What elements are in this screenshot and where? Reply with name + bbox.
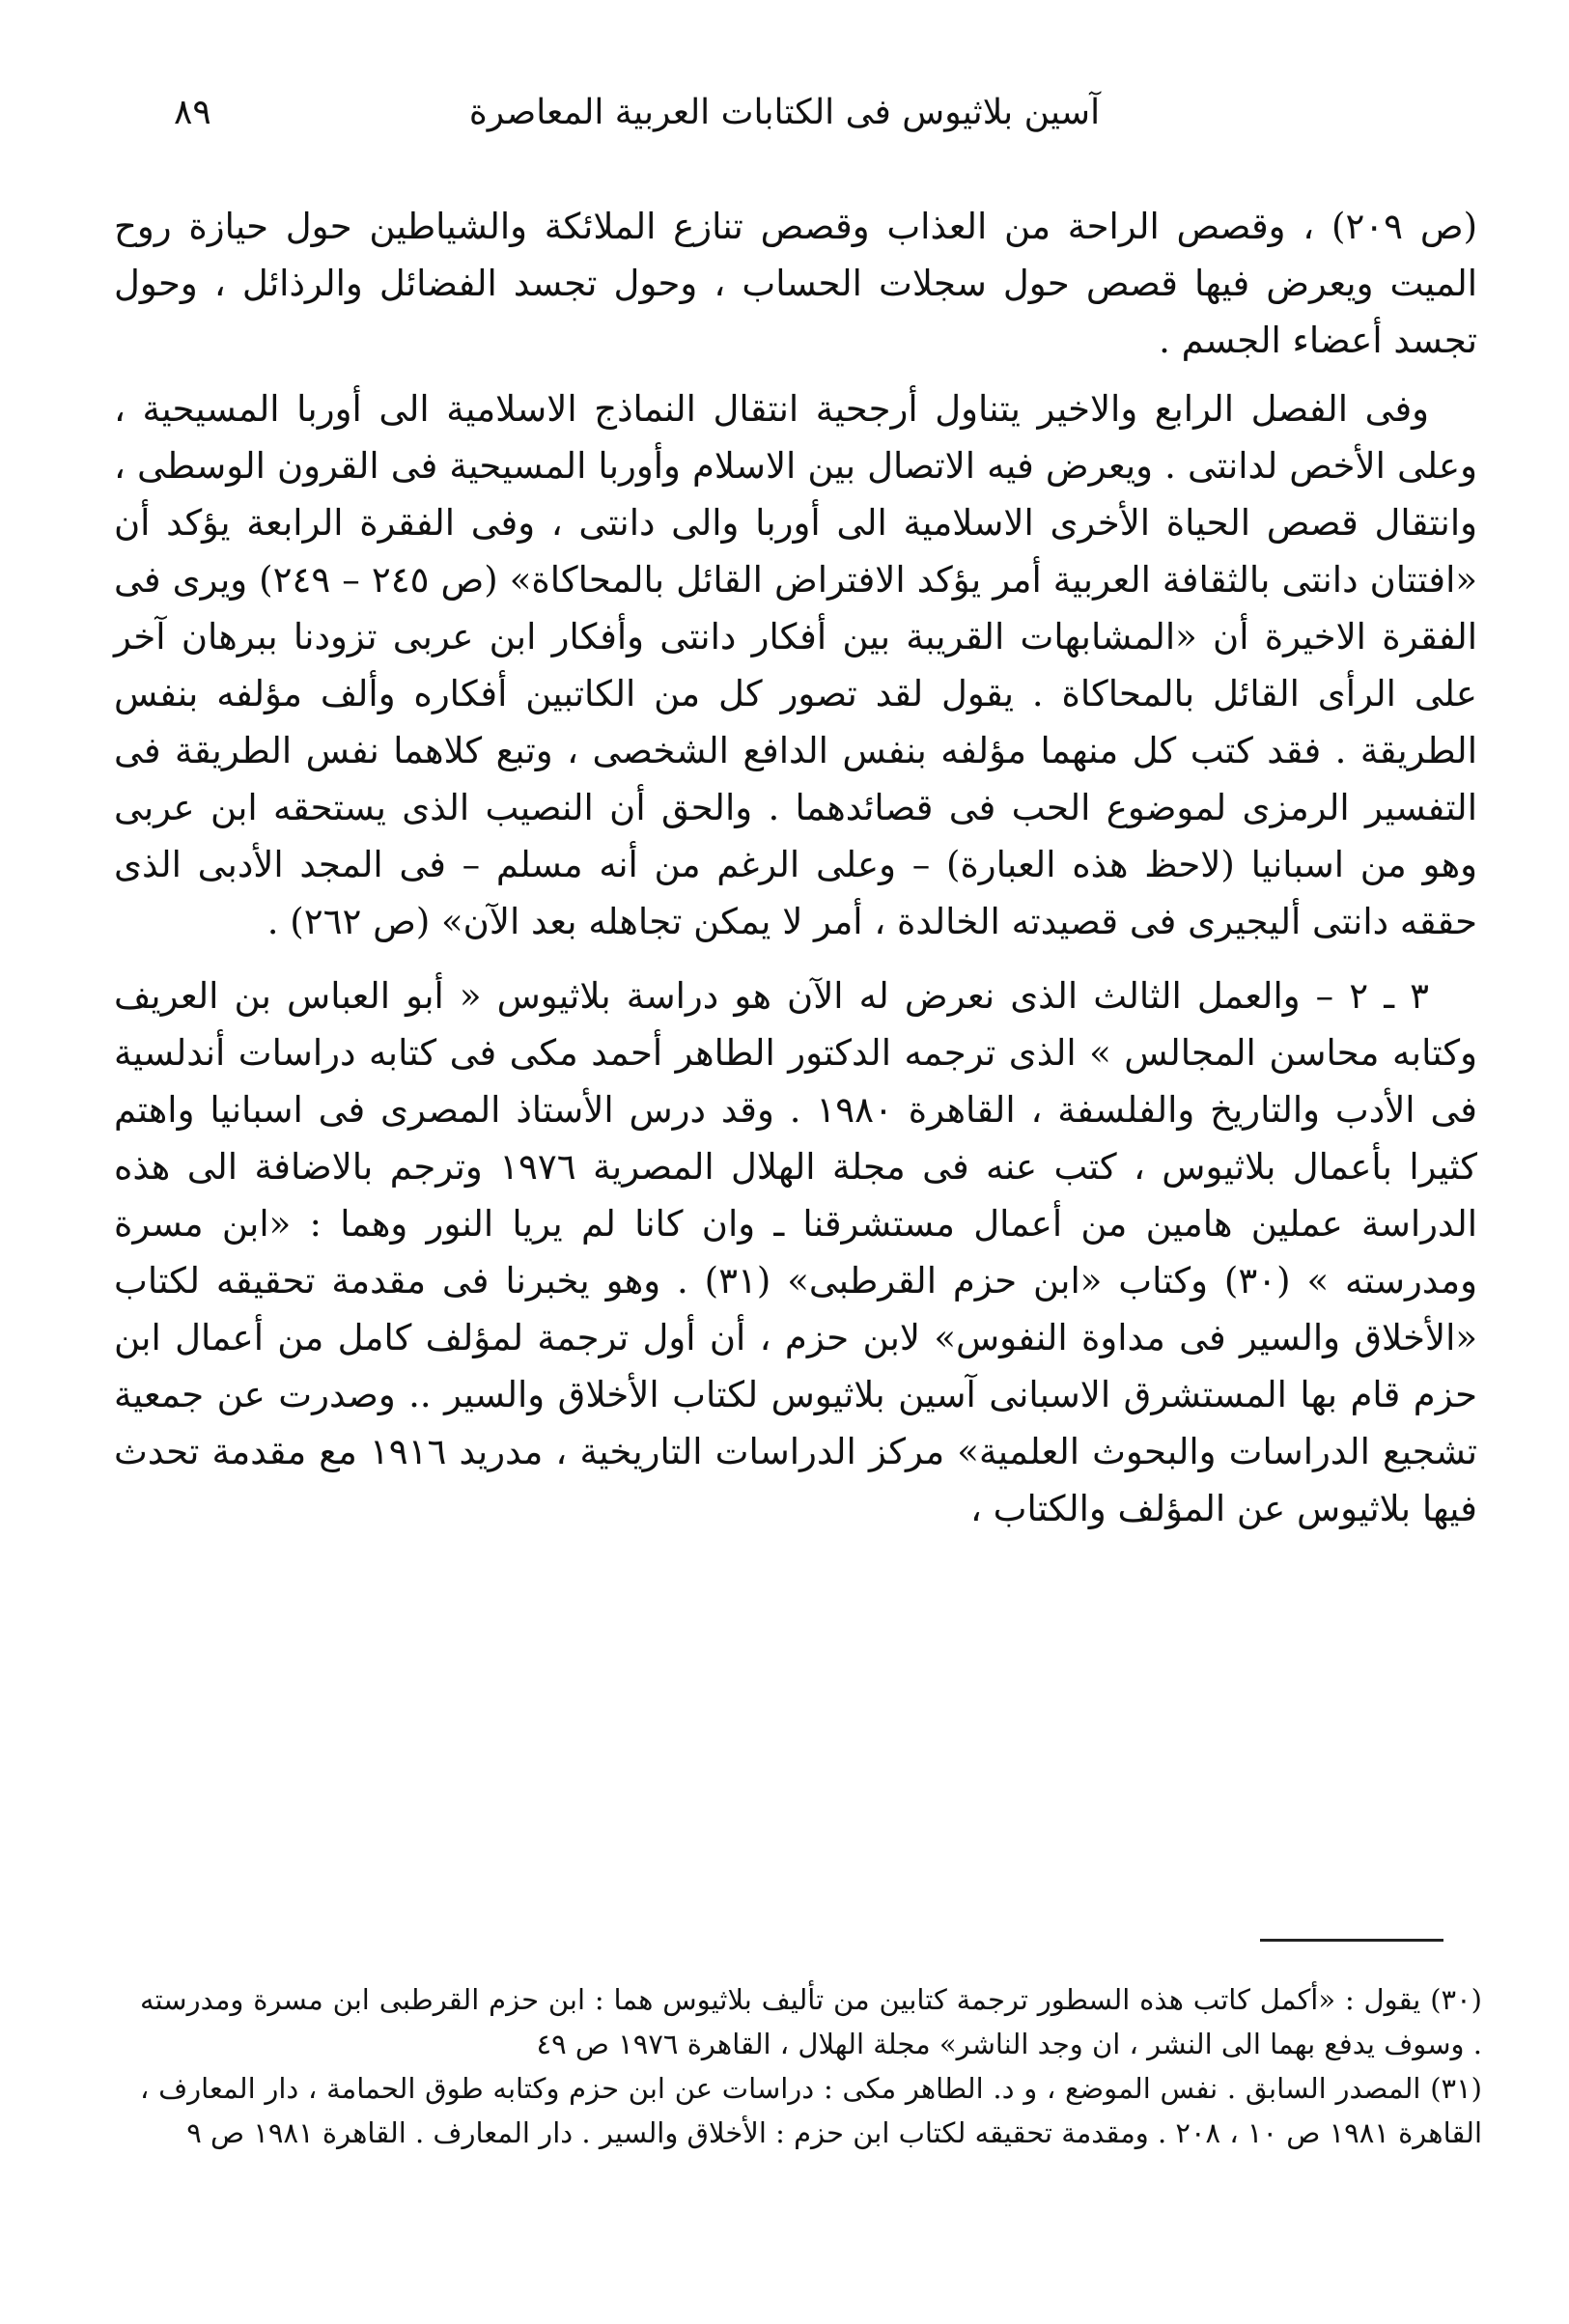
running-header <box>145 93 1424 151</box>
footnote-30: (٣٠) يقول : «أكمل كاتب هذه السطور ترجمة كتابين من تأليف بلاثيوس هما : ابن حزم القرطبى ابن مسرة ومدرسته . وسوف يدفع بهما الى النشر ، ان وجد الناشر» مجلة الهلال ، القاهرة ١٩٧٦ ص ٤٩ <box>140 1983 1482 2060</box>
paragraph-continued: (ص ٢٠٩) ، وقصص الراحة من العذاب وقصص تنازع الملائكة والشياطين حول حيازة روح الميت ويعرض فيها قصص حول سجلات الحساب ، وحول تجسد الفضائل والرذائل ، وحول تجسد أعضاء الجسم . <box>114 206 1478 361</box>
footnote-separator <box>1260 1939 1443 1942</box>
paragraph-chapter-four: وفى الفصل الرابع والاخير يتناول أرجحية انتقال النماذج الاسلامية الى أوربا المسيحية ، وعلى الأخص لدانتى . ويعرض فيه الاتصال بين الاسلام وأوربا المسيحية فى القرون الوسطى ، وانتقال قصص الحياة الأخرى الاسلامية الى أوربا والى دانتى ، وفى الفقرة الرابعة يؤكد أن «افتتان دانتى بالثقافة العربية أمر يؤكد الافتراض القائل بالمحاكاة» (ص ٢٤٥ – ٢٤٩) ويرى فى الفقرة الاخيرة أن «المشابهات القريبة بين أفكار دانتى وأفكار ابن عربى تزودنا ببرهان آخر على الرأى القائل بالمحاكاة . يقول لقد تصور كل من الكاتبين أفكاره وألف مؤلفه بنفس الطريقة . فقد كتب كل منهما مؤلفه بنفس الدافع الشخصى ، وتبع كلاهما نفس الطريقة فى التفسير الرمزى لموضوع الحب فى قصائدهما . والحق أن النصيب الذى يستحقه ابن عربى وهو من اسبانيا (لاحظ هذه العبارة) – وعلى الرغم من أنه مسلم – فى المجد الأدبى الذى حققه دانتى أليجيرى فى قصيدته الخالدة ، أمر لا يمكن تجاهله بعد الآن» (ص ٢٦٢) . <box>114 388 1477 942</box>
page-number: ٨٩ <box>174 93 211 132</box>
main-text <box>114 198 1477 1554</box>
running-title: آسين بلاثيوس فى الكتابات العربية المعاصرة <box>468 93 1101 132</box>
footnotes <box>140 1977 1482 2155</box>
paragraph-third-work: ٣ ـ ٢ – والعمل الثالث الذى نعرض له الآن هو دراسة بلاثيوس « أبو العباس بن العريف وكتابه محاسن المجالس » الذى ترجمه الدكتور الطاهر أحمد مكى فى كتابه دراسات أندلسية فى الأدب والتاريخ والفلسفة ، القاهرة ١٩٨٠ . وقد درس الأستاذ المصرى فى اسبانيا واهتم كثيرا بأعمال بلاثيوس ، كتب عنه فى مجلة الهلال المصرية ١٩٧٦ وترجم بالاضافة الى هذه الدراسة عملين هامين من أعمال مستشرقنا ـ وان كانا لم يريا النور وهما : «ابن مسرة ومدرسته » (٣٠) وكتاب «ابن حزم القرطبى» (٣١) . وهو يخبرنا فى مقدمة تحقيقه لكتاب «الأخلاق والسير فى مداوة النفوس» لابن حزم ، أن أول ترجمة لمؤلف كامل من أعمال ابن حزم قام بها المستشرق الاسبانى آسين بلاثيوس لكتاب الأخلاق والسير .. وصدرت عن جمعية تشجيع الدراسات والبحوث العلمية» مركز الدراسات التاريخية ، مدريد ١٩١٦ مع مقدمة تحدث فيها بلاثيوس عن المؤلف والكتاب ، <box>114 975 1477 1529</box>
footnote-31: (٣١) المصدر السابق . نفس الموضع ، و د. الطاهر مكى : دراسات عن ابن حزم وكتابه طوق الحمامة ، دار المعارف ، القاهرة ١٩٨١ ص ١٠ ، ٢٠٨ . ومقدمة تحقيقه لكتاب ابن حزم : الأخلاق والسير . دار المعارف . القاهرة ١٩٨١ ص ٩ <box>140 2072 1482 2149</box>
